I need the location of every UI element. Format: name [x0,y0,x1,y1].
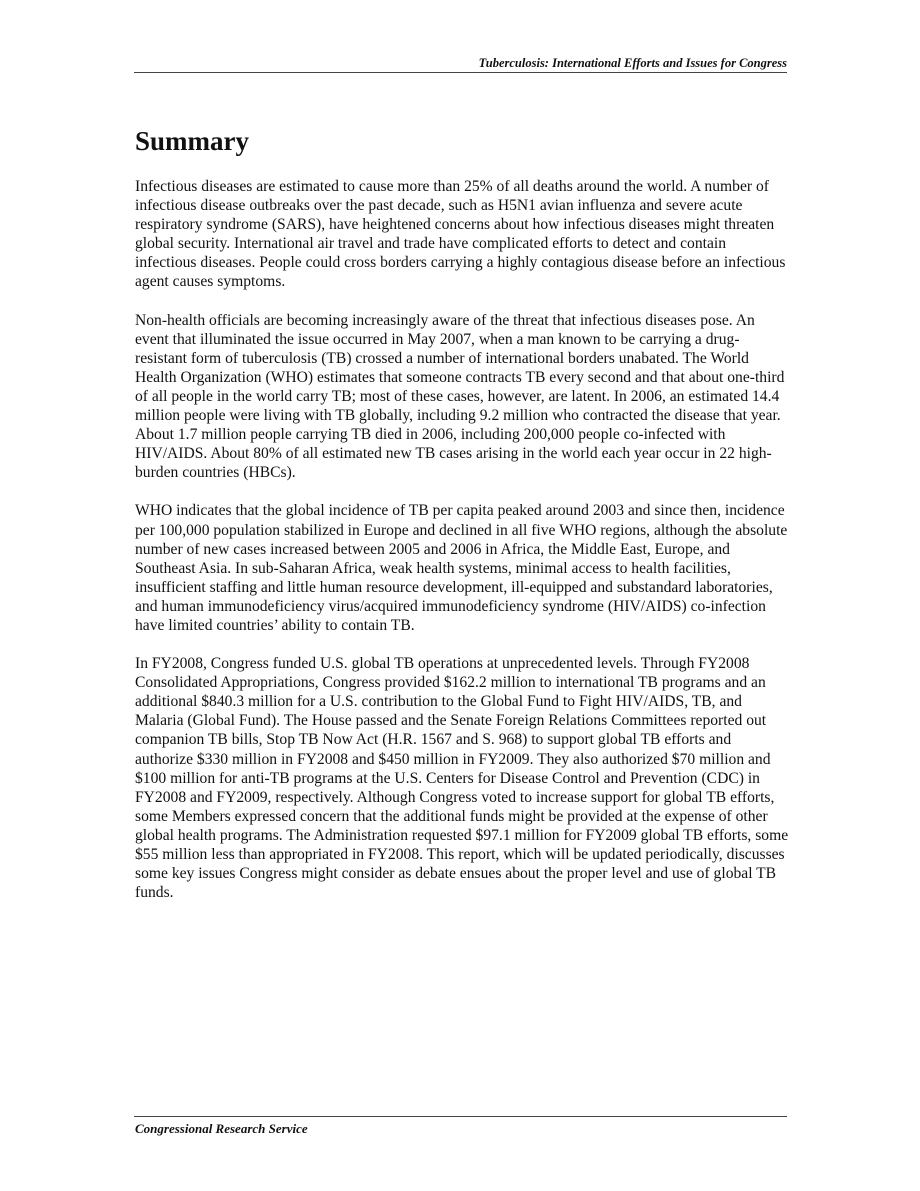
paragraph: WHO indicates that the global incidence of TB per capita peaked around 2003 and since then, incidence per 100,000 population stabilized in Europe and declined in all five WHO regions, although the absolute number of new cases increased between 2005 and 2006 in Africa, the Middle East, Europe, and Southeast Asia. In sub-Saharan Africa, weak health systems, minimal access to health facilities, insufficient staffing and little human resource development, ill-equipped and substandard laboratories, and human immunodeficiency virus/acquired immunodeficiency syndrome (HIV/AIDS) co-infection have limited countries’ ability to contain TB. [135,502,788,634]
paragraph: Infectious diseases are estimated to cause more than 25% of all deaths around the world. A number of infectious disease outbreaks over the past decade, such as H5N1 avian influenza and severe acute respiratory syndrome (SARS), have heightened concerns about how infectious diseases might threaten global security. International air travel and trade have complicated efforts to detect and contain infectious diseases. People could cross borders carrying a highly contagious disease before an infectious agent causes symptoms. [135,178,786,291]
page-title: Summary [135,126,249,156]
summary-body [135,177,791,921]
paragraph: Non-health officials are becoming increasingly aware of the threat that infectious diseases pose. An event that illuminated the issue occurred in May 2007, when a man known to be carrying a drug-resistant form of tuberculosis (TB) crossed a number of international borders unabated. The World Health Organization (WHO) estimates that someone contracts TB every second and that about one-third of all people in the world carry TB; most of these cases, however, are latent. In 2006, an estimated 14.4 million people were living with TB globally, including 9.2 million who contracted the disease that year. About 1.7 million people carrying TB died in 2006, including 200,000 people co-infected with HIV/AIDS. About 80% of all estimated new TB cases arising in the world each year occur in 22 high-burden countries (HBCs). [135,311,785,482]
footer-divider [134,1116,787,1117]
header-divider [134,72,787,73]
paragraph: In FY2008, Congress funded U.S. global TB operations at unprecedented levels. Through FY2008 Consolidated Appropriations, Congress provided $162.2 million to international TB programs and an additional $840.3 million for a U.S. contribution to the Global Fund to Fight HIV/AIDS, TB, and Malaria (Global Fund). The House passed and the Senate Foreign Relations Committees reported out companion TB bills, Stop TB Now Act (H.R. 1567 and S. 968) to support global TB efforts and authorize $330 million in FY2008 and $450 million in FY2009. They also authorized $70 million and $100 million for anti-TB programs at the U.S. Centers for Disease Control and Prevention (CDC) in FY2008 and FY2009, respectively. Although Congress voted to increase support for global TB efforts, some Members expressed concern that the additional funds might be provided at the expense of other global health programs. The Administration requested $97.1 million for FY2009 global TB efforts, some $55 million less than appropriated in FY2008. This report, which will be updated periodically, discusses some key issues Congress might consider as debate ensues about the proper level and use of global TB funds. [135,655,789,902]
running-header: Tuberculosis: International Efforts and Issues for Congress [478,56,787,70]
page-footer: Congressional Research Service [135,1121,308,1136]
